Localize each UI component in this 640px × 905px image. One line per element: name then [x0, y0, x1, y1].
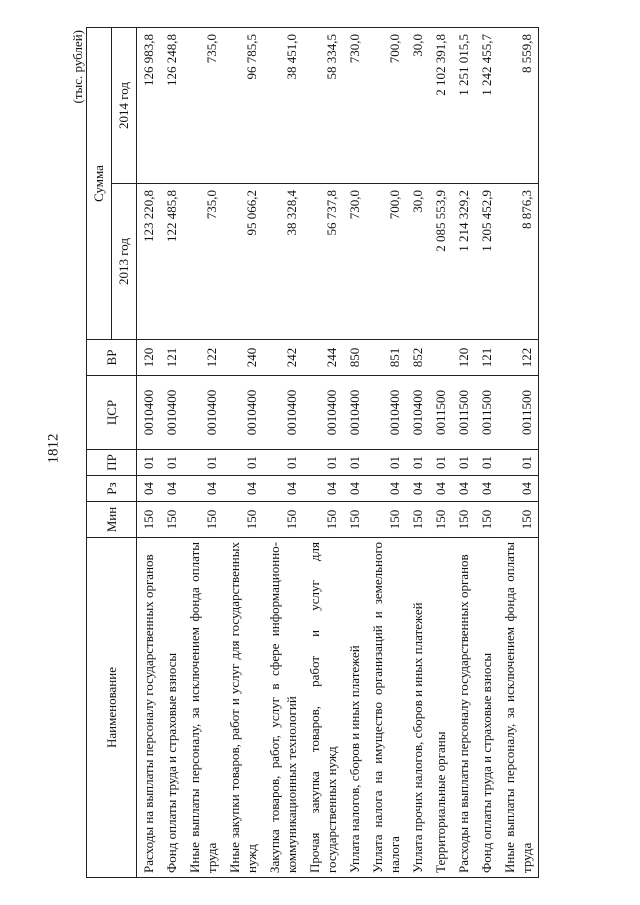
cell-rz: 04: [183, 476, 223, 502]
cell-y2013: 38 328,4: [263, 184, 303, 340]
cell-rz: 04: [137, 476, 161, 502]
budget-table: [86, 27, 539, 878]
table-row: [366, 28, 406, 878]
table-row: [183, 28, 223, 878]
cell-rz: 04: [406, 476, 429, 502]
page-number: 1812: [45, 433, 62, 464]
cell-min: 150: [183, 502, 223, 538]
cell-csr: 0011500: [498, 376, 539, 450]
cell-y2014: 2 102 391,8: [429, 28, 452, 184]
cell-min: 150: [366, 502, 406, 538]
cell-y2014: 730,0: [343, 28, 366, 184]
cell-name: Фонд оплаты труда и страховые взносы: [475, 538, 498, 878]
cell-rz: 04: [452, 476, 475, 502]
cell-csr: 0011500: [429, 376, 452, 450]
cell-min: 150: [406, 502, 429, 538]
header-name: Наименование: [87, 538, 137, 878]
cell-pr: 01: [429, 450, 452, 476]
cell-y2014: 38 451,0: [263, 28, 303, 184]
cell-vr: 120: [137, 340, 161, 376]
cell-min: 150: [498, 502, 539, 538]
table-row: [303, 28, 343, 878]
cell-min: 150: [343, 502, 366, 538]
table-row: [223, 28, 263, 878]
cell-min: 150: [160, 502, 183, 538]
cell-pr: 01: [498, 450, 539, 476]
cell-pr: 01: [475, 450, 498, 476]
cell-name: Фонд оплаты труда и страховые взносы: [160, 538, 183, 878]
cell-pr: 01: [160, 450, 183, 476]
cell-y2013: 95 066,2: [223, 184, 263, 340]
cell-vr: 852: [406, 340, 429, 376]
cell-y2013: 123 220,8: [137, 184, 161, 340]
cell-csr: 0010400: [406, 376, 429, 450]
cell-pr: 01: [343, 450, 366, 476]
cell-name: Уплата прочих налогов, сборов и иных платежей: [406, 538, 429, 878]
table-header: [87, 28, 137, 878]
cell-name: Иные закупки товаров, работ и услуг для государственных нужд: [223, 538, 263, 878]
cell-name: Иные выплаты персоналу, за исключением фонда оплаты труда: [498, 538, 539, 878]
cell-name: Расходы на выплаты персоналу государственных органов: [137, 538, 161, 878]
cell-rz: 04: [160, 476, 183, 502]
cell-rz: 04: [263, 476, 303, 502]
cell-y2014: 735,0: [183, 28, 223, 184]
cell-csr: 0011500: [475, 376, 498, 450]
cell-rz: 04: [498, 476, 539, 502]
cell-y2013: 735,0: [183, 184, 223, 340]
cell-min: 150: [452, 502, 475, 538]
cell-min: 150: [263, 502, 303, 538]
cell-rz: 04: [303, 476, 343, 502]
cell-name: Расходы на выплаты персоналу государственных органов: [452, 538, 475, 878]
table-row: [406, 28, 429, 878]
cell-y2013: 122 485,8: [160, 184, 183, 340]
cell-rz: 04: [343, 476, 366, 502]
cell-y2014: 1 242 455,7: [475, 28, 498, 184]
cell-y2013: 700,0: [366, 184, 406, 340]
cell-name: Уплата налога на имущество организаций и земельного налога: [366, 538, 406, 878]
table-row: [452, 28, 475, 878]
cell-csr: 0010400: [343, 376, 366, 450]
cell-vr: 242: [263, 340, 303, 376]
cell-vr: [429, 340, 452, 376]
table-row: [475, 28, 498, 878]
cell-y2014: 1 251 015,5: [452, 28, 475, 184]
cell-min: 150: [223, 502, 263, 538]
cell-rz: 04: [429, 476, 452, 502]
cell-rz: 04: [366, 476, 406, 502]
cell-y2013: 1 205 452,9: [475, 184, 498, 340]
cell-y2013: 730,0: [343, 184, 366, 340]
cell-csr: 0011500: [452, 376, 475, 450]
table-row: [343, 28, 366, 878]
table-row: [429, 28, 452, 878]
header-pr: ПР: [87, 450, 137, 476]
cell-min: 150: [137, 502, 161, 538]
header-min: Мин: [87, 502, 137, 538]
cell-y2014: 96 785,5: [223, 28, 263, 184]
cell-y2014: 126 983,8: [137, 28, 161, 184]
cell-csr: 0010400: [366, 376, 406, 450]
cell-pr: 01: [406, 450, 429, 476]
cell-vr: 122: [183, 340, 223, 376]
cell-pr: 01: [223, 450, 263, 476]
cell-y2014: 126 248,8: [160, 28, 183, 184]
cell-min: 150: [429, 502, 452, 538]
cell-pr: 01: [137, 450, 161, 476]
rotated-page: [70, 28, 534, 878]
cell-pr: 01: [366, 450, 406, 476]
cell-y2014: 8 559,8: [498, 28, 539, 184]
table-row: [498, 28, 539, 878]
header-sum: Сумма: [87, 28, 112, 340]
header-rz: Рз: [87, 476, 137, 502]
cell-vr: 120: [452, 340, 475, 376]
cell-rz: 04: [223, 476, 263, 502]
cell-y2013: 30,0: [406, 184, 429, 340]
header-2014: 2014 год: [112, 28, 137, 184]
cell-name: Территориальные органы: [429, 538, 452, 878]
cell-y2013: 8 876,3: [498, 184, 539, 340]
cell-min: 150: [303, 502, 343, 538]
table-row: [137, 28, 161, 878]
units-label: (тыс. рублей): [70, 30, 85, 104]
cell-vr: 851: [366, 340, 406, 376]
cell-y2014: 58 334,5: [303, 28, 343, 184]
cell-vr: 850: [343, 340, 366, 376]
cell-pr: 01: [263, 450, 303, 476]
cell-pr: 01: [183, 450, 223, 476]
cell-csr: 0010400: [263, 376, 303, 450]
cell-vr: 121: [475, 340, 498, 376]
cell-csr: 0010400: [183, 376, 223, 450]
table-row: [263, 28, 303, 878]
cell-y2014: 700,0: [366, 28, 406, 184]
cell-name: Иные выплаты персоналу, за исключением фонда оплаты труда: [183, 538, 223, 878]
cell-rz: 04: [475, 476, 498, 502]
cell-y2013: 1 214 329,2: [452, 184, 475, 340]
cell-csr: 0010400: [137, 376, 161, 450]
cell-csr: 0010400: [160, 376, 183, 450]
header-2013: 2013 год: [112, 184, 137, 340]
cell-vr: 240: [223, 340, 263, 376]
cell-name: Закупка товаров, работ, услуг в сфере информационно-коммуникационных технологий: [263, 538, 303, 878]
cell-y2013: 56 737,8: [303, 184, 343, 340]
cell-csr: 0010400: [303, 376, 343, 450]
cell-name: Уплата налогов, сборов и иных платежей: [343, 538, 366, 878]
table-row: [160, 28, 183, 878]
cell-y2013: 2 085 553,9: [429, 184, 452, 340]
table-body: [137, 28, 539, 878]
cell-csr: 0010400: [223, 376, 263, 450]
header-csr: ЦСР: [87, 376, 137, 450]
cell-name: Прочая закупка товаров, работ и услуг для государственных нужд: [303, 538, 343, 878]
cell-y2014: 30,0: [406, 28, 429, 184]
cell-vr: 122: [498, 340, 539, 376]
header-vr: ВР: [87, 340, 137, 376]
cell-pr: 01: [452, 450, 475, 476]
cell-vr: 244: [303, 340, 343, 376]
cell-pr: 01: [303, 450, 343, 476]
cell-min: 150: [475, 502, 498, 538]
cell-vr: 121: [160, 340, 183, 376]
